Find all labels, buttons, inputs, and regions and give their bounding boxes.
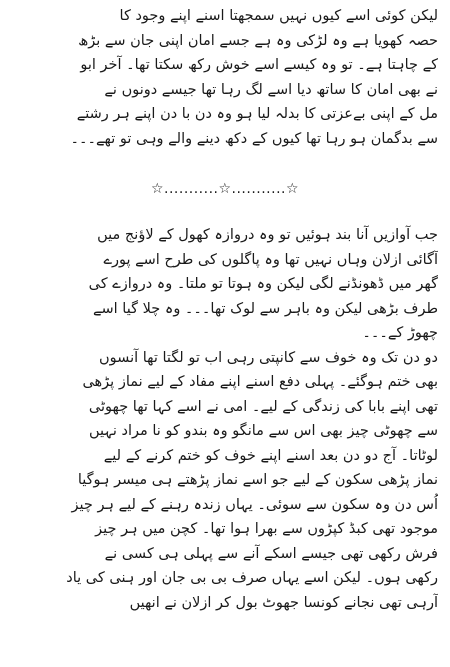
text-line: حصہ کھویا ہے وہ لڑکی وہ ہے جسے امان اپنی جان سے بڑھ xyxy=(78,32,438,49)
text-line: نماز پڑھی سکون کے لیے جو اسے نماز پڑھتے ہی میسر ہوگیا xyxy=(77,472,438,488)
text-line: تھی اپنے بابا کی زندگی کے لیے۔ امی نے اسے کہا تھا چھوٹی xyxy=(88,398,438,415)
text-line: موجود تھی کبڈ کپڑوں سے بھرا ہوا تھا۔ کچن میں ہر چیز xyxy=(95,521,438,537)
section-divider: ☆...........☆...........☆ xyxy=(150,181,300,197)
text-line: فرش رکھی تھی جیسے اسکے آنے سے پہلی ہی کسی نے xyxy=(104,545,438,562)
text-line: آگائی ازلان وہاں نہیں تھا وہ پاگلوں کی طرح اسے پورے xyxy=(103,251,438,268)
text-line: مل کے اپنی بےعزتی کا بدلہ لیا ہو وہ دن با دن اپنے ہر رشتے xyxy=(76,106,438,122)
paragraph-1 xyxy=(12,4,438,151)
text-line: چھوڑ کے۔۔۔ xyxy=(362,325,438,341)
text-line: نے بھی امان کا ساتھ دیا اسے لگ رہا تھا جیسے دونوں نے xyxy=(104,81,438,98)
text-line: گھر میں ڈھونڈنے لگی لیکن وہ ہوتا تو ملتا۔ وہ دروازے کی xyxy=(88,276,438,292)
text-line: دو دن تک وہ خوف سے کانپتی رہی اب تو لگتا تھا آنسوں xyxy=(99,349,438,366)
text-line: سے چھوٹی چیز بھی اس سے مانگو وہ بندو کو نا مراد نہیں xyxy=(88,423,438,439)
text-line: سے بدگمان ہو رہا تھا کیوں کے دکھ دینے والے وہی تو تھے۔۔۔ xyxy=(70,130,438,147)
text-line: رکھی ہوں۔ لیکن اسے یہاں صرف بی بی جان اور ہنی کی یاد xyxy=(66,570,438,586)
text-line: آرہی تھی نجانے کونسا جھوٹ بول کر ازلان نے انھیں xyxy=(129,594,438,611)
paragraph-3 xyxy=(12,346,438,616)
text-line: بھی ختم ہوگئے۔ پہلی دفع اسنے اپنے مفاد کے لیے نماز پڑھی xyxy=(82,374,438,390)
text-line: اُس دن وہ سکون سے سوئی۔ یہاں زندہ رہنے کے لیے ہر چیز xyxy=(71,496,438,513)
paragraph-2 xyxy=(12,223,438,346)
text-line: طرف بڑھی لیکن وہ باہر سے لوک تھا۔۔۔ وہ چلا گیا اسے xyxy=(93,300,438,317)
text-line: جب آوازیں آنا بند ہوئیں تو وہ دروازہ کھول کے لاؤنج میں xyxy=(97,227,438,243)
text-line: لوٹاتا۔ آج دو دن بعد اسنے اپنے خوف کو ختم کرنے کے لیے xyxy=(103,447,438,464)
text-line: کے چاہتا ہے۔ تو وہ کیسے اسے خوش رکھ سکتا تھا۔ آخر ابو xyxy=(80,57,438,73)
text-line: لیکن کوئی اسے کیوں نہیں سمجھتا اسنے اپنے وجود کا xyxy=(119,8,438,24)
